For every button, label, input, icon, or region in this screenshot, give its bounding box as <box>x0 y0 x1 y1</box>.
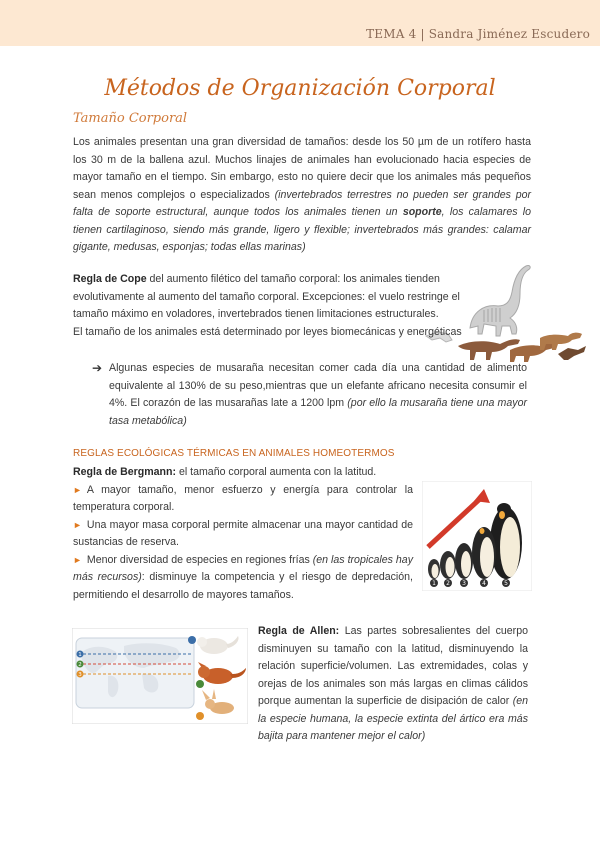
intro-bold: soporte <box>402 206 442 218</box>
map-number-2: 2 <box>78 662 82 668</box>
bergmann-paragraph <box>73 464 413 604</box>
penguin-number-3: 3 <box>462 580 466 587</box>
bergmann-bullet-3: Menor diversidad de especies en regiones frías <box>86 553 313 566</box>
intro-paragraph <box>73 134 531 257</box>
triangle-bullet-icon: ► <box>73 519 82 530</box>
page-title: Métodos de Organización Corporal <box>104 76 496 101</box>
intro-italic-2: , los calamares lo tienen cartilaginoso, siendo más grande, ligero y flexible; invertebrados más grandes: calamar gigante, medusas, esponjas; todas ellas marinas) <box>73 206 531 253</box>
bergmann-bullet-3-end: : disminuye la competencia y el riesgo de depredación, permitiendo el desarrollo de mayores tamaños. <box>73 571 414 601</box>
bergmann-bullet-2: Una mayor masa corporal permite almacenar una mayor cantidad de sustancias de reserva. <box>73 518 413 548</box>
shrew-italic: (por ello la musaraña tiene una mayor tasa metabólica) <box>109 397 527 427</box>
section-subtitle: Tamaño Corporal <box>73 111 188 126</box>
cope-line-3: tamaño máximo en voladores, invertebrados tienen limitaciones estructurales. <box>73 308 439 320</box>
foxes-latitude-map-illustration <box>72 628 248 724</box>
penguin-number-5: 5 <box>504 580 508 587</box>
penguin-number-1: 1 <box>432 580 436 587</box>
bergmann-text: el tamaño corporal aumenta con la latitud. <box>176 466 377 478</box>
map-number-3: 3 <box>78 672 82 678</box>
intro-text: Los animales presentan una gran diversidad de tamaños: desde los 50 µm de un rotífero hasta los 30 m de la ballena azul. Muchos linajes de animales han evolucionado hacia especies de mayor tamaño en el tiempo. Sin embargo, esto no quiere decir que los animales más pequeños sean menos complejos o especializados <box>73 136 531 201</box>
penguin-number-2: 2 <box>446 580 450 587</box>
cope-line-1: del aumento filético del tamaño corporal: los animales tienden <box>146 273 440 285</box>
bergmann-bullet-3-italic: (en las tropicales hay más recursos) <box>73 553 413 583</box>
cope-rule-label: Regla de Cope <box>73 273 147 285</box>
arrow-bullet-icon: ➔ <box>92 361 103 375</box>
header-text: TEMA 4 | Sandra Jiménez Escudero <box>366 27 590 41</box>
cope-line-2: evolutivamente al aumento del tamaño corporal. Excepciones: el vuelo restringe el <box>73 290 460 303</box>
allen-text: Las partes sobresalientes del cuerpo disminuyen su tamaño con la latitud, disminuyendo la relación superficie/volumen. Las extremidades, colas y orejas de los animales son más largas en climas cálidos porque aumentan la superficie de disipación de calor <box>258 625 528 707</box>
bergmann-bullet-1: A mayor tamaño, menor esfuerzo y energía para controlar la temperatura corporal. <box>73 483 413 513</box>
cope-line-4: El tamaño de los animales está determinado por leyes biomecánicas y energéticas <box>73 325 462 338</box>
penguins-size-illustration <box>422 481 532 591</box>
thermal-rules-heading: REGLAS ECOLÓGICAS TÉRMICAS EN ANIMALES HOMEOTERMOS <box>73 448 395 459</box>
cope-paragraph <box>73 271 533 341</box>
allen-italic: (en la especie humana, la especie extinta del ártico era más bajita para mantener mejor el calor) <box>258 695 528 742</box>
bergmann-rule-label: Regla de Bergmann: <box>73 466 177 478</box>
triangle-bullet-icon: ► <box>73 484 82 495</box>
allen-rule-label: Regla de Allen: <box>258 625 340 637</box>
shrew-paragraph <box>109 360 527 430</box>
penguin-number-4: 4 <box>482 580 486 587</box>
triangle-bullet-icon: ► <box>73 554 82 565</box>
map-number-1: 1 <box>78 652 82 658</box>
intro-italic-1: (invertebrados terrestres no pueden ser grandes por falta de soporte estructural, aunque todos los animales tienen un <box>73 188 532 218</box>
shrew-text: Algunas especies de musaraña necesitan comer cada día una cantidad de alimento equivalente al 130% de su peso,mientras que un elefante africano necesita consumir el 4%. El corazón de las musarañas late a 1200 lpm <box>109 362 527 409</box>
allen-paragraph <box>258 623 528 746</box>
